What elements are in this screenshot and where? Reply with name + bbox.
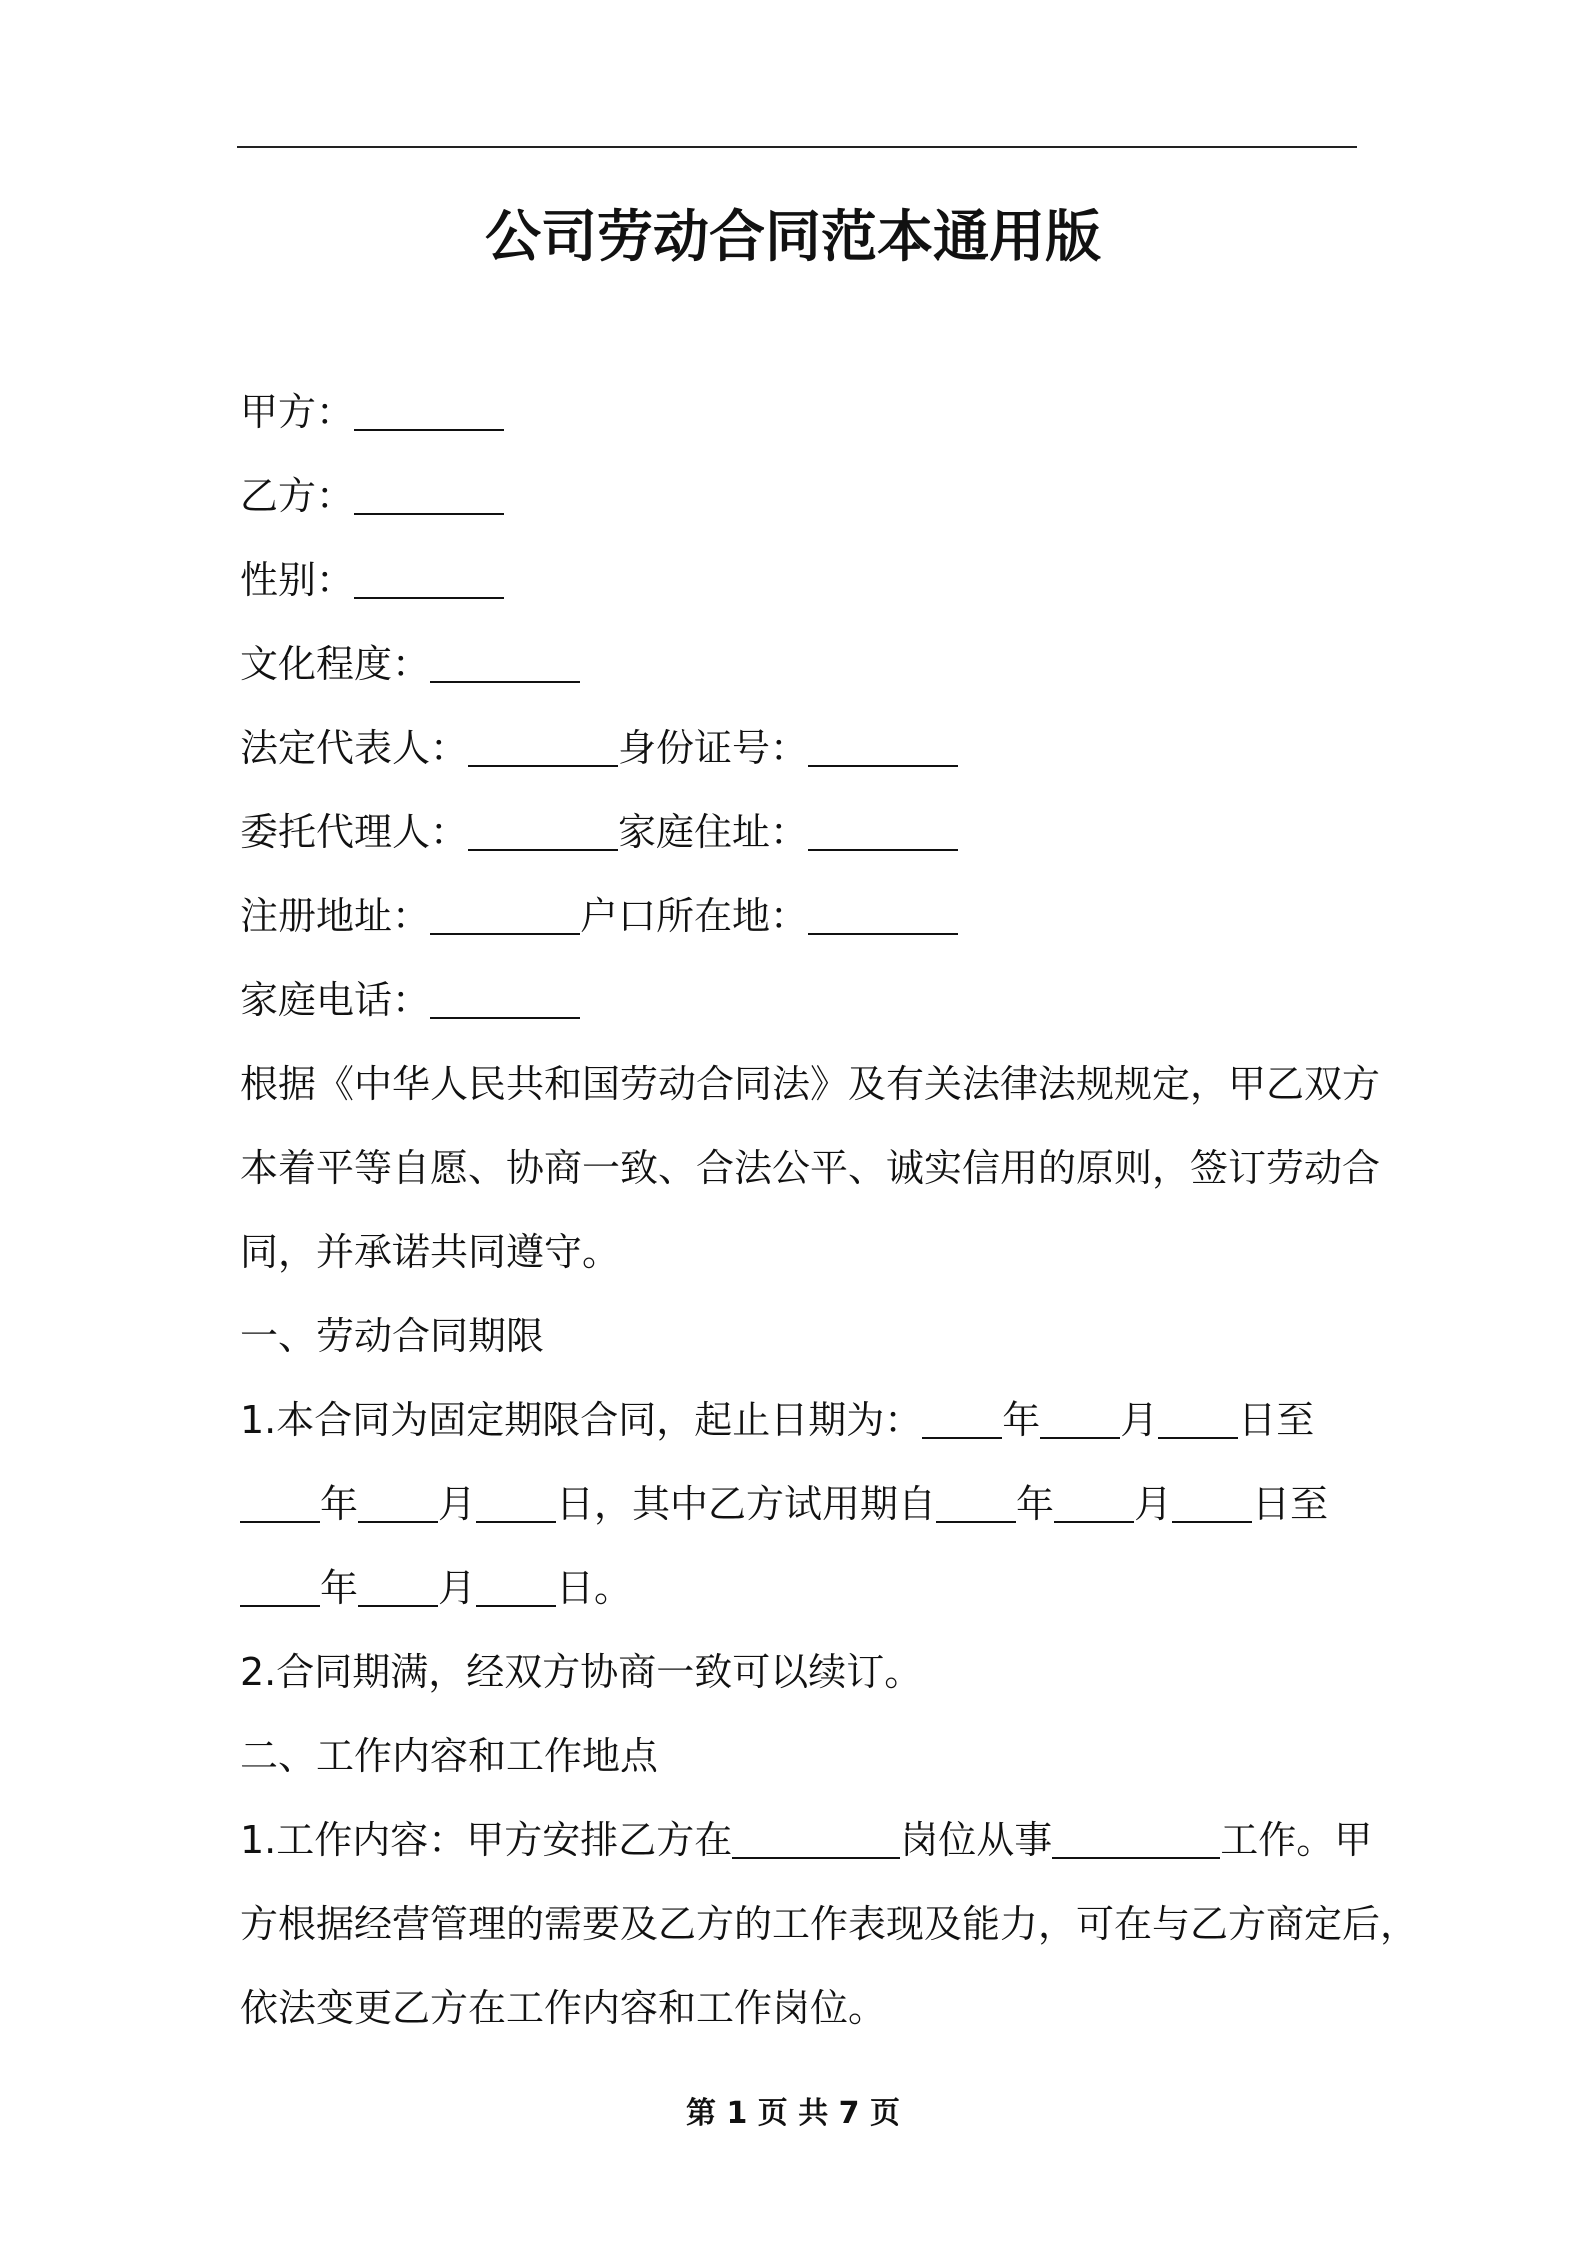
blank-home-phone[interactable]: [430, 977, 580, 1019]
section-heading-term: 一、劳动合同期限: [240, 1314, 545, 1358]
page-number: 第 1 页 共 7 页: [686, 2096, 900, 2131]
blank-education[interactable]: [430, 641, 580, 683]
field-agent-and-address: 委托代理人： 家庭住址：: [240, 790, 1400, 874]
blank-start-month[interactable]: [1040, 1397, 1120, 1439]
blank-position[interactable]: [732, 1817, 900, 1859]
header-rule: [237, 146, 1357, 148]
blank-party-b[interactable]: [354, 473, 504, 515]
blank-end-year[interactable]: [240, 1481, 320, 1523]
blank-party-a[interactable]: [354, 389, 504, 431]
term-clause-2: 2.合同期满，经双方协商一致可以续订。: [240, 1650, 923, 1694]
intro-line-3: 同，并承诺共同遵守。: [240, 1230, 621, 1274]
blank-probation-start-day[interactable]: [1172, 1481, 1252, 1523]
field-party-a: 甲方：: [240, 370, 1400, 454]
field-education: 文化程度：: [240, 622, 1400, 706]
document-body: [240, 370, 1419, 2050]
blank-probation-end-year[interactable]: [240, 1565, 320, 1607]
field-party-b: 乙方：: [240, 454, 1400, 538]
blank-hukou[interactable]: [808, 893, 958, 935]
field-legal-rep-and-id: 法定代表人： 身份证号：: [240, 706, 1400, 790]
blank-registered-address[interactable]: [430, 893, 580, 935]
blank-start-year[interactable]: [922, 1397, 1002, 1439]
field-home-phone: 家庭电话：: [240, 958, 1400, 1042]
blank-probation-start-year[interactable]: [936, 1481, 1016, 1523]
blank-agent[interactable]: [468, 809, 618, 851]
blank-job-content[interactable]: [1052, 1817, 1220, 1859]
blank-home-address[interactable]: [808, 809, 958, 851]
blank-probation-end-month[interactable]: [358, 1565, 438, 1607]
field-gender: 性别：: [240, 538, 1400, 622]
work-clause-1-line-1: 1.工作内容：甲方安排乙方在 岗位从事 工作。甲: [240, 1818, 1373, 1862]
work-clause-1-line-3: 依法变更乙方在工作内容和工作岗位。: [240, 1986, 887, 2030]
term-clause-1-line-3: 年 月 日。: [240, 1546, 1400, 1630]
term-clause-1-line-1: 1.本合同为固定期限合同，起止日期为： 年 月 日至: [240, 1398, 1315, 1442]
blank-legal-rep[interactable]: [468, 725, 618, 767]
field-registered-and-hukou: 注册地址： 户口所在地：: [240, 874, 1400, 958]
blank-probation-end-day[interactable]: [476, 1565, 556, 1607]
document-title: 公司劳动合同范本通用版: [485, 205, 1101, 270]
blank-probation-start-month[interactable]: [1054, 1481, 1134, 1523]
intro-line-1: 根据《中华人民共和国劳动合同法》及有关法律法规规定，甲乙双方: [240, 1062, 1381, 1106]
blank-gender[interactable]: [354, 557, 504, 599]
term-clause-1-line-2: 年 月 日，其中乙方试用期自 年 月 日至: [240, 1462, 1400, 1546]
blank-end-month[interactable]: [358, 1481, 438, 1523]
blank-end-day[interactable]: [476, 1481, 556, 1523]
blank-start-day[interactable]: [1158, 1397, 1238, 1439]
work-clause-1-line-2: 方根据经营管理的需要及乙方的工作表现及能力，可在与乙方商定后，: [240, 1902, 1419, 1946]
intro-line-2: 本着平等自愿、协商一致、合法公平、诚实信用的原则，签订劳动合: [240, 1146, 1381, 1190]
blank-id-number[interactable]: [808, 725, 958, 767]
section-heading-work: 二、工作内容和工作地点: [240, 1734, 659, 1778]
